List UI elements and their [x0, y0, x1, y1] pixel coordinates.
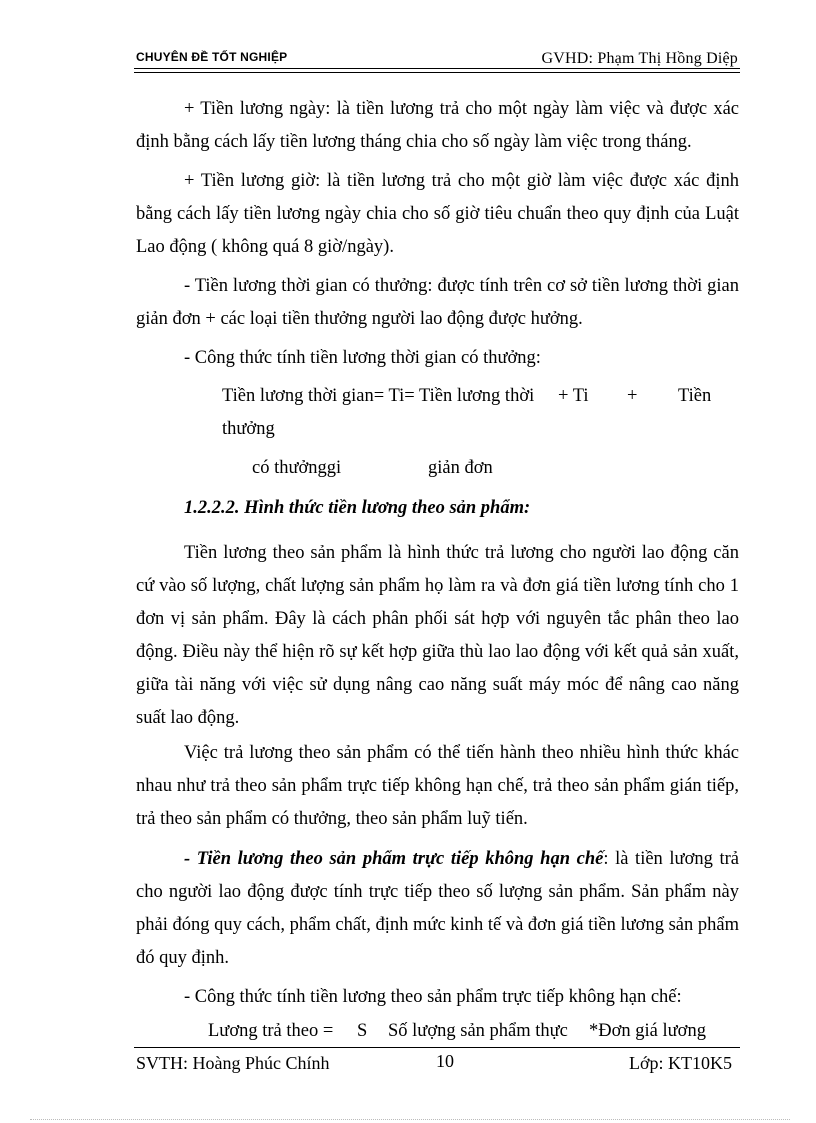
- formula-sub-bonus: có thưởnggi: [252, 458, 342, 478]
- paragraph-daily-wage: + Tiền lương ngày: là tiền lương trả cho một ngày làm việc và được xác định bằng cách lấy tiền lương tháng chia cho số ngày làm việc trong tháng.: [136, 99, 739, 152]
- formula-plus: +: [627, 386, 638, 406]
- footer-student: SVTH: Hoàng Phúc Chính: [136, 1053, 330, 1073]
- direct-unlimited-term: - Tiền lương theo sản phẩm trực tiếp không hạn chế: [184, 849, 604, 869]
- formula-sub-simple: giản đơn: [428, 458, 493, 478]
- formula2-unit-price: *Đơn giá lương: [589, 1021, 706, 1041]
- formula-plus-ti: + Ti: [558, 386, 589, 406]
- paragraph-product-wage: Tiền lương theo sản phẩm là hình thức trả lương cho người lao động căn cứ vào số lượng, chất lượng sản phẩm họ làm ra và đơn giá tiền lương tính cho 1 đơn vị sản phẩm. Đây là cách phân phối sát hợp với nguyên tắc phân theo lao động. Điều này thể hiện rõ sự kết hợp giữa thù lao lao động với kết quả sản xuất, giữa tài năng với việc sử dụng nâng cao năng suất máy móc để nâng cao năng suất lao động.: [136, 543, 739, 728]
- header-title: CHUYÊN ĐỀ TỐT NGHIỆP: [136, 50, 288, 64]
- formula-tien: Tiền: [678, 386, 712, 406]
- paragraph-direct-formula-intro: - Công thức tính tiền lương theo sản phẩm trực tiếp không hạn chế:: [184, 987, 682, 1007]
- paragraph-bonus-formula-intro: - Công thức tính tiền lương thời gian có thưởng:: [184, 348, 541, 368]
- page-bottom-divider: [30, 1119, 790, 1120]
- formula2-s: S: [357, 1021, 368, 1041]
- footer-page-number: 10: [436, 1051, 454, 1071]
- direct-unlimited-definition: : là tiền lương trả cho người lao động được tính trực tiếp theo số lượng sản phẩm. Sản phẩm này phải đóng quy cách, phẩm chất, định mức kinh tế và đơn giá tiền lương sản phẩm đó quy định.: [136, 849, 739, 968]
- paragraph-direct-unlimited: [136, 843, 739, 975]
- footer-class: Lớp: KT10K5: [628, 1053, 732, 1073]
- paragraph-bonus-wage: - Tiền lương thời gian có thưởng: được tính trên cơ sở tiền lương thời gian giản đơn + các loại tiền thưởng người lao động được hưởng.: [136, 276, 739, 329]
- paragraph-product-forms: Việc trả lương theo sản phẩm có thể tiến hành theo nhiều hình thức khác nhau như trả theo sản phẩm trực tiếp không hạn chế, trả theo sản phẩm gián tiếp, trả theo sản phẩm có thưởng, theo sản phẩm luỹ tiến.: [136, 743, 739, 829]
- header-supervisor: GVHD: Phạm Thị Hồng Diệp: [541, 50, 738, 67]
- formula2-quantity: Số lượng sản phẩm thực: [388, 1021, 568, 1041]
- paragraph-hourly-wage: + Tiền lương giờ: là tiền lương trả cho một giờ làm việc được xác định bằng cách lấy tiền lương ngày chia cho số giờ tiêu chuẩn theo quy định của Luật Lao động ( không quá 8 giờ/ngày).: [136, 171, 739, 257]
- formula-lhs: Tiền lương thời gian= Ti= Tiền lương thời: [222, 386, 535, 406]
- formula2-lhs: Lương trả theo =: [208, 1021, 334, 1041]
- header-rule-thin: [134, 72, 740, 73]
- section-heading: 1.2.2.2. Hình thức tiền lương theo sản phẩm:: [184, 498, 531, 518]
- header-rule: [134, 68, 740, 69]
- formula-thuong: thưởng: [222, 419, 275, 439]
- footer-rule: [134, 1047, 740, 1048]
